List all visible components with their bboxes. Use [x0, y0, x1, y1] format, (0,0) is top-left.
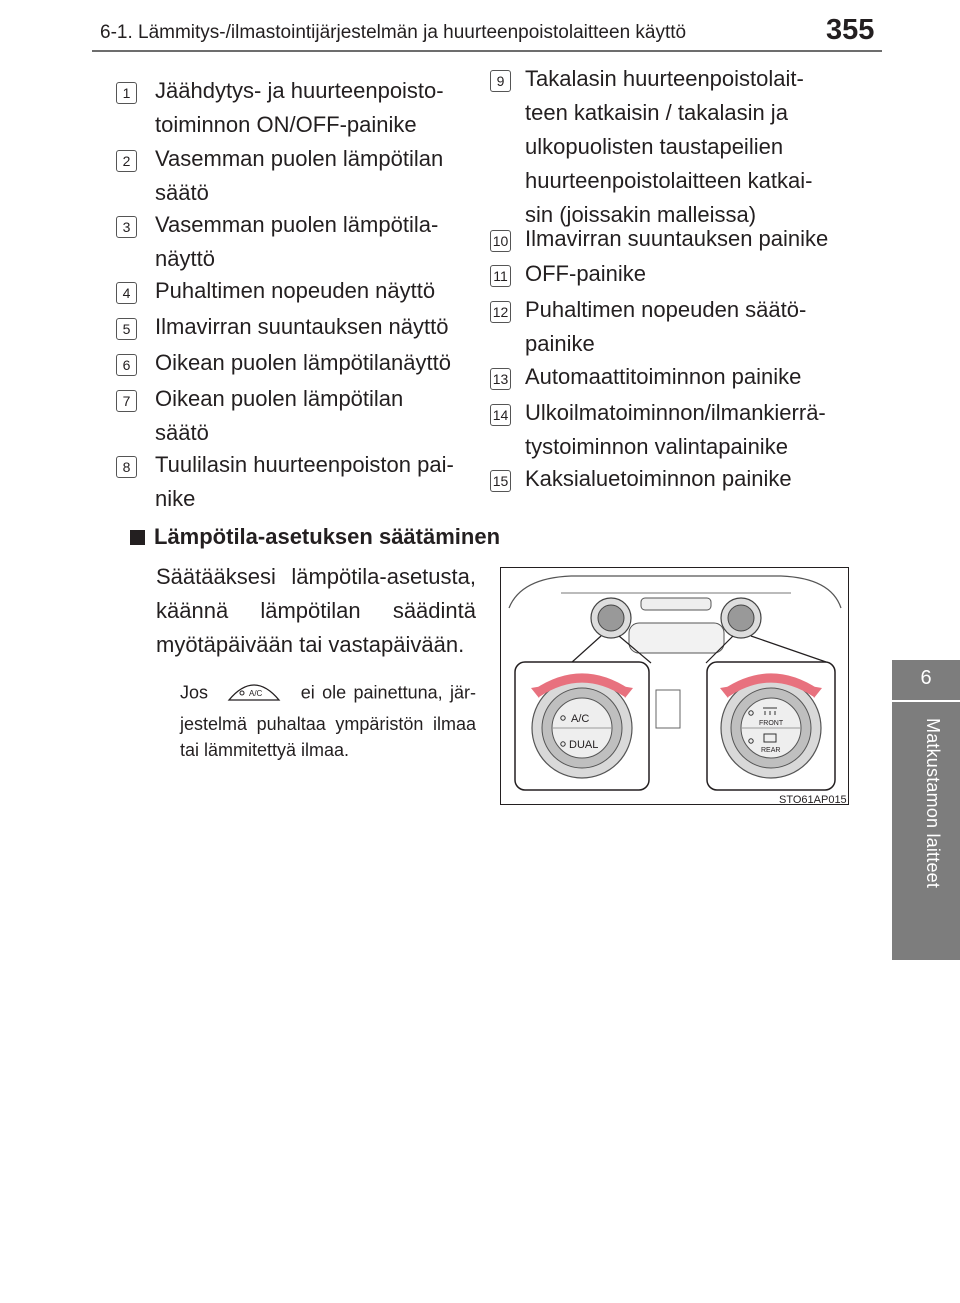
figure-code: STO61AP015	[779, 794, 847, 806]
legend-number-badge: 10	[490, 230, 511, 252]
legend-item-9	[490, 62, 812, 232]
legend-text: Tuulilasin huurteenpoiston pai- nike	[155, 452, 454, 511]
legend-item-15	[490, 462, 792, 496]
legend-item-7	[116, 382, 403, 450]
legend-number-badge: 6	[116, 354, 137, 376]
legend-number-badge: 15	[490, 470, 511, 492]
right-vent-icon	[721, 598, 761, 638]
legend-item-10	[490, 222, 828, 256]
legend-number-badge: 5	[116, 318, 137, 340]
legend-item-5	[116, 310, 449, 344]
legend-number-badge: 4	[116, 282, 137, 304]
chapter-title: Matkustamon laitteet	[923, 718, 943, 889]
legend-number-badge: 11	[490, 265, 511, 287]
legend-number-badge: 1	[116, 82, 137, 104]
legend-item-8	[116, 448, 454, 516]
legend-text: Oikean puolen lämpötilanäyttö	[155, 350, 451, 375]
ac-button-icon	[225, 676, 283, 711]
ac-dial-label: A/C	[571, 713, 590, 725]
rear-dial-label: REAR	[761, 747, 781, 754]
legend-text: OFF-painike	[525, 261, 647, 286]
center-panel	[656, 690, 680, 728]
legend-item-1	[116, 74, 444, 142]
legend-number-badge: 9	[490, 70, 511, 92]
legend-text: Puhaltimen nopeuden säätö- painike	[525, 297, 807, 356]
note-paragraph	[180, 676, 476, 763]
legend-number-badge: 14	[490, 404, 511, 426]
legend-number-badge: 13	[490, 368, 511, 390]
side-tab-divider	[892, 700, 960, 702]
legend-item-13	[490, 360, 801, 394]
legend-number-badge: 3	[116, 216, 137, 238]
legend-item-3	[116, 208, 438, 276]
legend-item-12	[490, 293, 806, 361]
legend-number-badge: 8	[116, 456, 137, 478]
legend-number-badge: 12	[490, 301, 511, 323]
legend-item-11	[490, 257, 646, 291]
legend-text: Ilmavirran suuntauksen painike	[525, 226, 829, 251]
legend-number-badge: 7	[116, 390, 137, 412]
front-dial-label: FRONT	[759, 720, 784, 727]
legend-text: Vasemman puolen lämpötilan säätö	[155, 146, 444, 205]
legend-text: Ulkoilmatoiminnon/ilmankierrä- tystoiminnon valintapainike	[525, 400, 826, 459]
ac-button-label: A/C	[249, 689, 263, 698]
note-text-end: ei ole painettuna, jär-jestelmä puhaltaa ympäristön ilmaa tai lämmitettyä ilmaa.	[180, 682, 476, 760]
left-vent-icon	[591, 598, 631, 638]
legend-item-2	[116, 142, 443, 210]
section-heading-text: Lämpötila-asetuksen säätäminen	[154, 524, 501, 549]
header-divider	[92, 50, 882, 52]
dual-dial-label: DUAL	[569, 739, 599, 751]
legend-text: Vasemman puolen lämpötila- näyttö	[155, 212, 439, 271]
legend-item-6	[116, 346, 451, 380]
body-paragraph: Säätääksesi lämpötila-asetusta, käännä lämpötilan säädintä myötäpäivään tai vastapäivään.	[156, 564, 476, 657]
legend-text: Kaksialuetoiminnon painike	[525, 466, 792, 491]
legend-text: Puhaltimen nopeuden näyttö	[155, 278, 436, 303]
running-header: 6-1. Lämmitys-/ilmastointijärjestelmän ja huurteenpoistolaitteen käyttö	[100, 22, 687, 43]
legend-number-badge: 2	[116, 150, 137, 172]
legend-item-14	[490, 396, 826, 464]
section-heading	[130, 524, 500, 550]
left-temperature-dial	[532, 678, 632, 778]
legend-text: Takalasin huurteenpoistolait- teen katkaisin / takalasin ja ulkopuolisten taustapeilien huurteenpoistolaitteen katkai- sin (joissakin malleissa)	[525, 66, 813, 227]
legend-item-4	[116, 274, 435, 308]
right-temperature-dial	[721, 678, 821, 778]
page-number: 355	[826, 14, 875, 46]
chapter-number: 6	[920, 667, 932, 689]
note-text-start: Jos	[180, 682, 209, 703]
climate-control-illustration	[500, 567, 849, 805]
legend-text: Oikean puolen lämpötilan säätö	[155, 386, 404, 445]
legend-text: Automaattitoiminnon painike	[525, 364, 802, 389]
dashboard-drawing	[501, 568, 847, 803]
square-bullet-icon	[130, 530, 145, 545]
legend-text: Ilmavirran suuntauksen näyttö	[155, 314, 449, 339]
legend-text: Jäähdytys- ja huurteenpoisto- toiminnon ON/OFF-painike	[155, 78, 444, 137]
center-console-slot	[629, 623, 724, 653]
display-slot	[641, 598, 711, 610]
